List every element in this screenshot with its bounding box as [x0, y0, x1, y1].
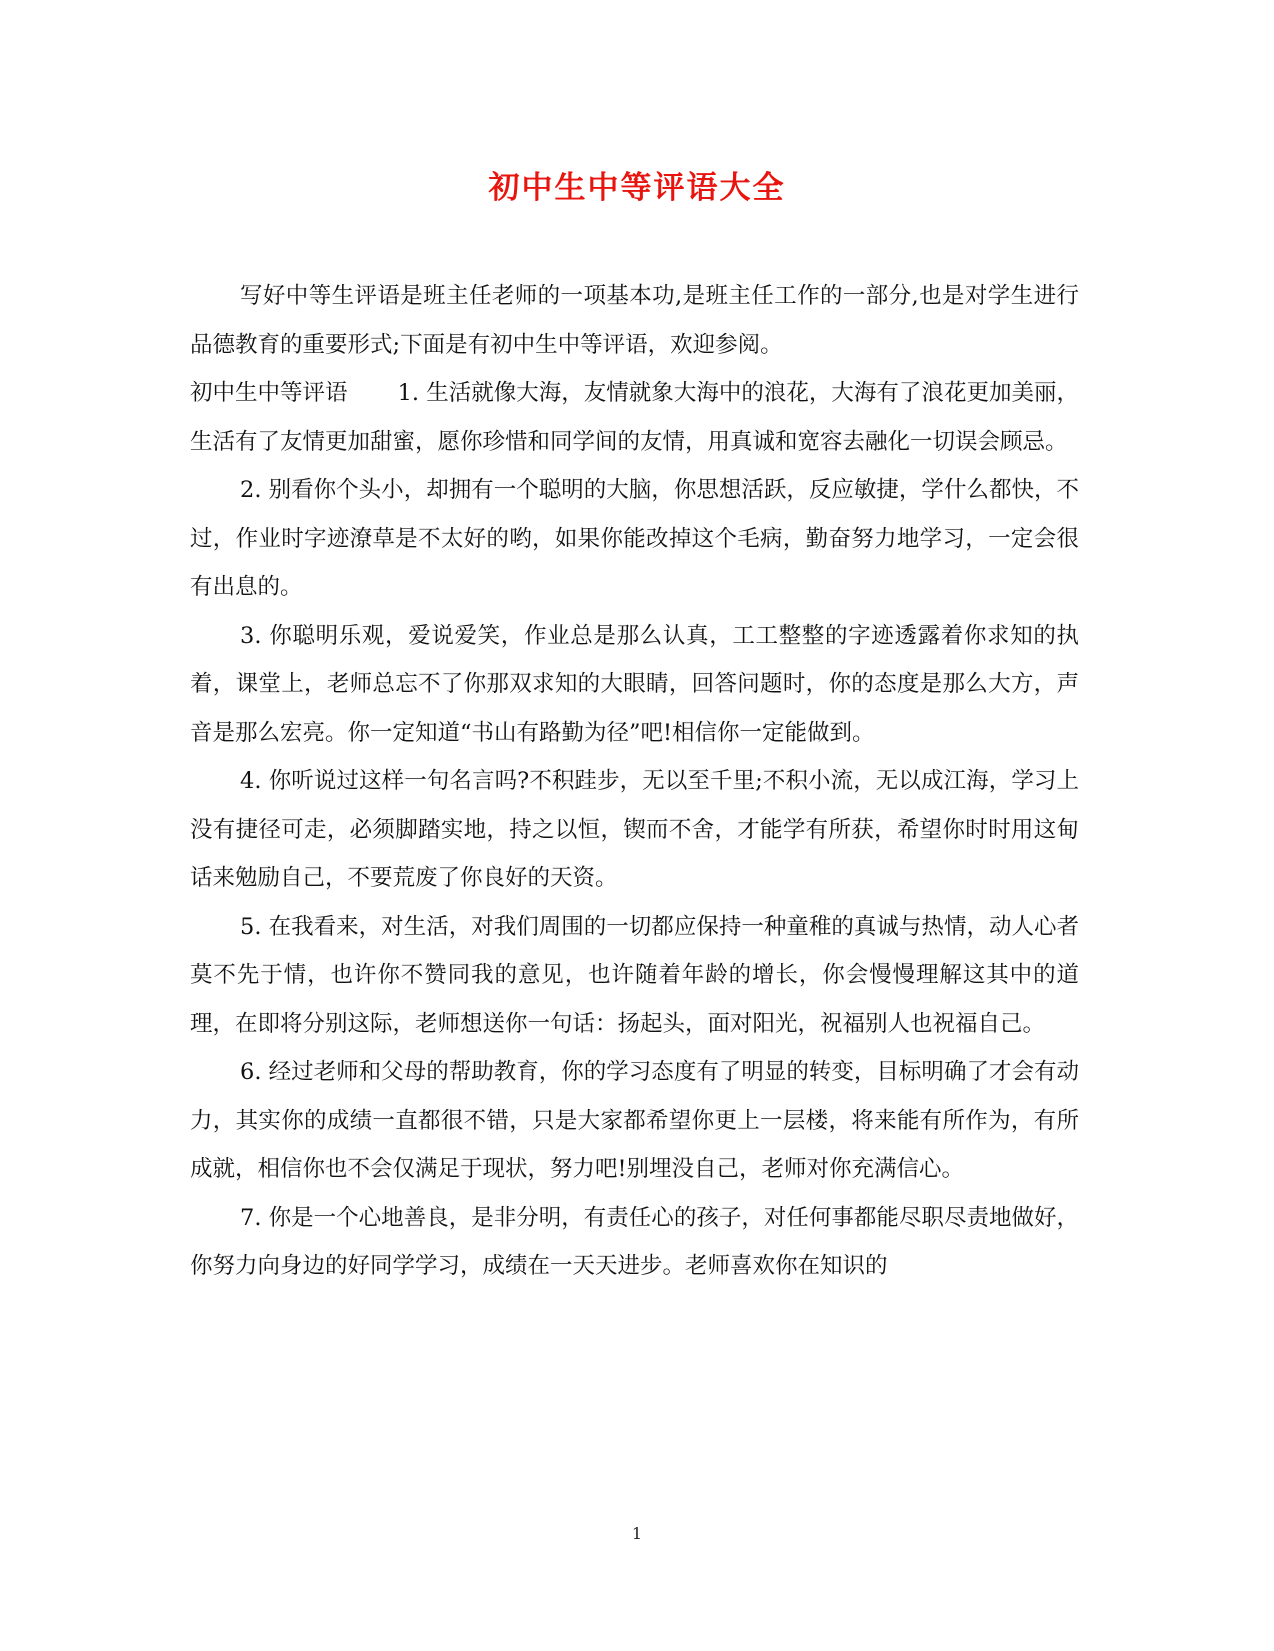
- comment-item-6: 6. 经过老师和父母的帮助教育，你的学习态度有了明显的转变，目标明确了才会有动力，其实你的成绩一直都很不错，只是大家都希望你更上一层楼，将来能有所作为，有所成就，相信你也不会仅满足于现状，努力吧!别埋没自己，老师对你充满信心。: [190, 1059, 1079, 1182]
- document-title: 初中生中等评语大全: [488, 170, 786, 206]
- comment-item-4: 4. 你听说过这样一句名言吗?不积跬步，无以至千里;不积小流，无以成江海，学习上没有捷径可走，必须脚踏实地，持之以恒，锲而不舍，才能学有所获，希望你时时用这甸话来勉励自己，不要荒废了你良好的天资。: [190, 768, 1079, 891]
- comment-item-5: 5. 在我看来，对生活，对我们周围的一切都应保持一种童稚的真诚与热情，动人心者莫不先于情，也许你不赞同我的意见，也许随着年龄的增长，你会慢慢理解这其中的道理，在即将分别这际，老师想送你一句话：扬起头，面对阳光，祝福别人也祝福自己。: [190, 913, 1079, 1037]
- comment-item-1: 1. 生活就像大海，友情就象大海中的浪花，大海有了浪花更加美丽，生活有了友情更加甜蜜，愿你珍惜和同学间的友情，用真诚和宽容去融化一切误会顾忌。: [190, 380, 1079, 455]
- comment-item-3: 3. 你聪明乐观，爱说爱笑，作业总是那么认真，工工整整的字迹透露着你求知的执着，课堂上，老师总忘不了你那双求知的大眼睛，回答问题时，你的态度是那么大方，声音是那么宏亮。你一定知道“书山有路勤为径”吧!相信你一定能做到。: [190, 622, 1079, 746]
- page-number: 1: [631, 1524, 643, 1543]
- section-first-paragraph: [190, 369, 1079, 466]
- comment-item-2: 2. 别看你个头小，却拥有一个聪明的大脑，你思想活跃，反应敏捷，学什么都快，不过，作业时字迹潦草是不太好的哟，如果你能改掉这个毛病，勤奋努力地学习，一定会很有出息的。: [190, 477, 1079, 600]
- comment-item-7: 7. 你是一个心地善良，是非分明，有责任心的孩子，对任何事都能尽职尽责地做好，你努力向身边的好同学学习，成绩在一天天进步。老师喜欢你在知识的: [190, 1204, 1079, 1279]
- section-heading: 初中生中等评语: [190, 380, 348, 406]
- document-body: [190, 272, 1079, 1291]
- intro-paragraph: 写好中等生评语是班主任老师的一项基本功,是班主任工作的一部分,也是对学生进行品德教育的重要形式;下面是有初中生中等评语，欢迎参阅。: [190, 283, 1079, 358]
